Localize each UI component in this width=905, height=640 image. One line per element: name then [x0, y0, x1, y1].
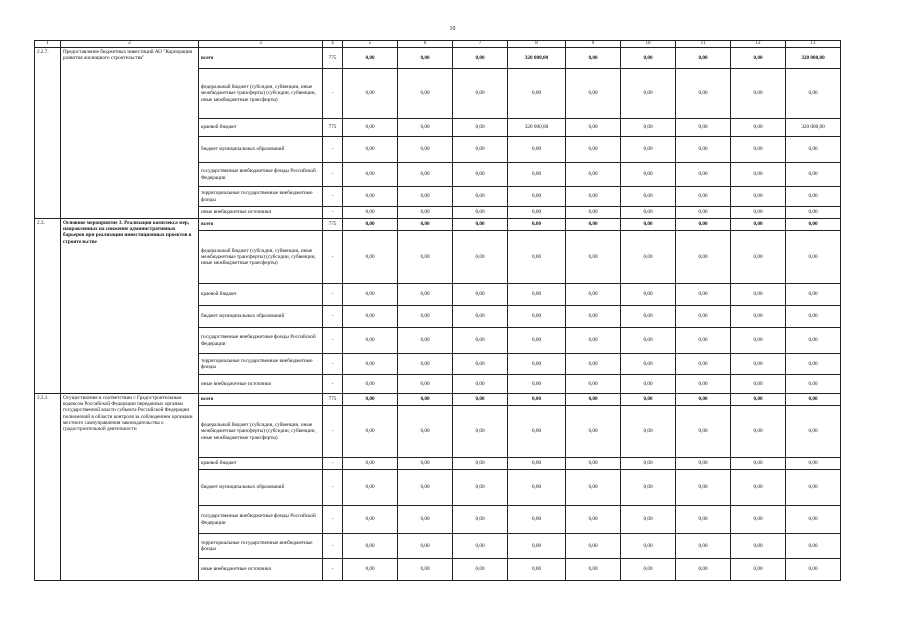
amount-cell: 320 000,00 [508, 48, 566, 69]
budget-code: - [323, 69, 343, 119]
amount-cell: 0,00 [566, 406, 621, 458]
column-header: 1 [35, 41, 61, 48]
amount-cell: 320 000,00 [786, 48, 841, 69]
amount-cell: 0,00 [343, 69, 398, 119]
amount-cell: 0,00 [621, 284, 676, 306]
budget-code: - [323, 406, 343, 458]
table-row [35, 48, 841, 69]
budget-table [34, 40, 841, 581]
amount-cell: 0,00 [731, 231, 786, 284]
amount-cell: 0,00 [731, 48, 786, 69]
amount-cell: 0,00 [621, 119, 676, 137]
amount-cell: 0,00 [676, 394, 731, 406]
amount-cell: 320 000,00 [786, 119, 841, 137]
amount-cell: 0,00 [453, 534, 508, 559]
amount-cell: 0,00 [398, 306, 453, 328]
amount-cell: 0,00 [566, 354, 621, 375]
budget-code: - [323, 284, 343, 306]
budget-code: - [323, 137, 343, 163]
amount-cell: 0,00 [676, 375, 731, 394]
amount-cell: 0,00 [731, 458, 786, 470]
amount-cell: 0,00 [453, 207, 508, 219]
row-number: 2.3. [35, 219, 61, 394]
amount-cell: 0,00 [398, 119, 453, 137]
amount-cell: 0,00 [566, 458, 621, 470]
amount-cell: 0,00 [731, 394, 786, 406]
amount-cell: 0,00 [566, 559, 621, 581]
amount-cell: 0,00 [676, 559, 731, 581]
amount-cell: 0,00 [676, 328, 731, 354]
amount-cell: 0,00 [508, 534, 566, 559]
amount-cell: 0,00 [398, 187, 453, 207]
amount-cell: 0,00 [676, 69, 731, 119]
column-header: 9 [566, 41, 621, 48]
amount-cell: 0,00 [786, 187, 841, 207]
amount-cell: 0,00 [786, 219, 841, 231]
amount-cell: 0,00 [508, 406, 566, 458]
amount-cell: 0,00 [621, 187, 676, 207]
amount-cell: 0,00 [398, 354, 453, 375]
amount-cell: 0,00 [676, 534, 731, 559]
amount-cell: 0,00 [398, 534, 453, 559]
amount-cell: 0,00 [731, 207, 786, 219]
amount-cell: 0,00 [731, 559, 786, 581]
amount-cell: 0,00 [453, 354, 508, 375]
amount-cell: 0,00 [343, 163, 398, 187]
amount-cell: 0,00 [453, 163, 508, 187]
amount-cell: 0,00 [453, 394, 508, 406]
column-header: 4 [323, 41, 343, 48]
funding-source: бюджет муниципальных образований [199, 137, 323, 163]
funding-source: территориальные государственные внебюджетные фонды [199, 534, 323, 559]
amount-cell: 0,00 [508, 328, 566, 354]
amount-cell: 0,00 [508, 559, 566, 581]
amount-cell: 0,00 [508, 470, 566, 506]
amount-cell: 0,00 [343, 354, 398, 375]
amount-cell: 0,00 [453, 470, 508, 506]
amount-cell: 0,00 [566, 306, 621, 328]
amount-cell: 0,00 [398, 219, 453, 231]
amount-cell: 0,00 [398, 458, 453, 470]
amount-cell: 0,00 [508, 207, 566, 219]
amount-cell: 0,00 [676, 406, 731, 458]
measure-name: Осуществление в соответствии с Градостроительным кодексом Российской Федерации переданных органам государственной власти субъекта Российской Федерации полномочий в области контроля за соблюдением органами местного самоуправления законодательства о градостроительной деятельности [61, 394, 199, 581]
amount-cell: 0,00 [676, 306, 731, 328]
funding-source: иные внебюджетные источники [199, 559, 323, 581]
budget-code: - [323, 328, 343, 354]
amount-cell: 0,00 [621, 458, 676, 470]
amount-cell: 0,00 [398, 48, 453, 69]
amount-cell: 0,00 [676, 137, 731, 163]
amount-cell: 0,00 [621, 375, 676, 394]
amount-cell: 0,00 [731, 328, 786, 354]
amount-cell: 0,00 [621, 394, 676, 406]
amount-cell: 0,00 [676, 470, 731, 506]
amount-cell: 0,00 [508, 69, 566, 119]
column-header: 10 [621, 41, 676, 48]
budget-code: 775 [323, 119, 343, 137]
amount-cell: 0,00 [621, 506, 676, 534]
row-number: 2.2.7. [35, 48, 61, 219]
amount-cell: 0,00 [621, 137, 676, 163]
amount-cell: 0,00 [786, 137, 841, 163]
amount-cell: 0,00 [566, 534, 621, 559]
amount-cell: 0,00 [343, 534, 398, 559]
amount-cell: 0,00 [398, 284, 453, 306]
amount-cell: 0,00 [343, 306, 398, 328]
amount-cell: 0,00 [566, 470, 621, 506]
amount-cell: 0,00 [453, 306, 508, 328]
amount-cell: 0,00 [676, 458, 731, 470]
amount-cell: 0,00 [453, 506, 508, 534]
budget-code: - [323, 534, 343, 559]
column-header: 5 [343, 41, 398, 48]
amount-cell: 0,00 [566, 219, 621, 231]
budget-code: 775 [323, 219, 343, 231]
amount-cell: 0,00 [786, 375, 841, 394]
column-header: 7 [453, 41, 508, 48]
amount-cell: 0,00 [676, 48, 731, 69]
column-header: 3 [199, 41, 323, 48]
amount-cell: 0,00 [343, 458, 398, 470]
amount-cell: 0,00 [566, 231, 621, 284]
amount-cell: 0,00 [398, 231, 453, 284]
amount-cell: 0,00 [676, 163, 731, 187]
amount-cell: 0,00 [398, 328, 453, 354]
amount-cell: 0,00 [621, 328, 676, 354]
amount-cell: 0,00 [566, 137, 621, 163]
budget-code: - [323, 231, 343, 284]
amount-cell: 0,00 [398, 137, 453, 163]
amount-cell: 0,00 [343, 284, 398, 306]
amount-cell: 0,00 [731, 137, 786, 163]
amount-cell: 0,00 [676, 506, 731, 534]
amount-cell: 0,00 [453, 375, 508, 394]
amount-cell: 0,00 [343, 137, 398, 163]
amount-cell: 0,00 [786, 207, 841, 219]
amount-cell: 0,00 [786, 406, 841, 458]
amount-cell: 0,00 [343, 375, 398, 394]
amount-cell: 0,00 [676, 119, 731, 137]
table-row [35, 219, 841, 231]
amount-cell: 0,00 [343, 506, 398, 534]
amount-cell: 0,00 [453, 458, 508, 470]
amount-cell: 0,00 [786, 328, 841, 354]
amount-cell: 0,00 [786, 163, 841, 187]
amount-cell: 0,00 [621, 207, 676, 219]
amount-cell: 0,00 [731, 69, 786, 119]
amount-cell: 0,00 [453, 559, 508, 581]
amount-cell: 0,00 [621, 69, 676, 119]
amount-cell: 0,00 [731, 354, 786, 375]
amount-cell: 0,00 [731, 534, 786, 559]
amount-cell: 0,00 [343, 394, 398, 406]
amount-cell: 0,00 [398, 207, 453, 219]
amount-cell: 0,00 [398, 163, 453, 187]
amount-cell: 0,00 [621, 219, 676, 231]
amount-cell: 0,00 [566, 328, 621, 354]
budget-code: - [323, 559, 343, 581]
amount-cell: 0,00 [453, 231, 508, 284]
funding-source: бюджет муниципальных образований [199, 470, 323, 506]
funding-source: территориальные государственные внебюджетные фонды [199, 187, 323, 207]
amount-cell: 0,00 [566, 69, 621, 119]
amount-cell: 0,00 [508, 394, 566, 406]
amount-cell: 0,00 [453, 284, 508, 306]
amount-cell: 0,00 [398, 69, 453, 119]
budget-code: - [323, 306, 343, 328]
amount-cell: 0,00 [508, 306, 566, 328]
funding-source: всего [199, 48, 323, 69]
amount-cell: 0,00 [508, 354, 566, 375]
amount-cell: 0,00 [398, 470, 453, 506]
measure-name: Предоставление бюджетных инвестиций АО "Корпорация развития жилищного строительства" [61, 48, 199, 219]
amount-cell: 0,00 [676, 284, 731, 306]
amount-cell: 0,00 [508, 219, 566, 231]
amount-cell: 0,00 [621, 559, 676, 581]
budget-code: - [323, 470, 343, 506]
amount-cell: 0,00 [566, 163, 621, 187]
amount-cell: 0,00 [786, 394, 841, 406]
amount-cell: 0,00 [731, 119, 786, 137]
column-header: 13 [786, 41, 841, 48]
amount-cell: 0,00 [566, 375, 621, 394]
amount-cell: 0,00 [676, 207, 731, 219]
amount-cell: 0,00 [566, 207, 621, 219]
amount-cell: 0,00 [453, 328, 508, 354]
amount-cell: 0,00 [676, 354, 731, 375]
funding-source: федеральный бюджет (субсидии, субвенции, иные межбюджетные трансферты) (субсидии, субвенции, иные межбюджетные трансферты) [199, 406, 323, 458]
page-number: 10 [449, 26, 456, 32]
amount-cell: 0,00 [453, 119, 508, 137]
funding-source: краевой бюджет [199, 458, 323, 470]
amount-cell: 0,00 [508, 284, 566, 306]
amount-cell: 0,00 [398, 406, 453, 458]
funding-source: федеральный бюджет (субсидии, субвенции, иные межбюджетные трансферты) (субсидии, субвенции, иные межбюджетные трансферты) [199, 69, 323, 119]
funding-source: государственные внебюджетные фонды Российской Федерации [199, 163, 323, 187]
amount-cell: 0,00 [343, 559, 398, 581]
budget-code: - [323, 458, 343, 470]
funding-source: государственные внебюджетные фонды Российской Федерации [199, 328, 323, 354]
budget-code: 775 [323, 394, 343, 406]
amount-cell: 0,00 [786, 458, 841, 470]
amount-cell: 0,00 [508, 163, 566, 187]
amount-cell: 0,00 [508, 506, 566, 534]
funding-source: бюджет муниципальных образований [199, 306, 323, 328]
amount-cell: 0,00 [621, 231, 676, 284]
table-row [35, 394, 841, 406]
amount-cell: 0,00 [621, 48, 676, 69]
column-header: 6 [398, 41, 453, 48]
amount-cell: 0,00 [786, 69, 841, 119]
funding-source: федеральный бюджет (субсидии, субвенции, иные межбюджетные трансферты) (субсидии, субвенции, иные межбюджетные трансферты) [199, 231, 323, 284]
amount-cell: 0,00 [398, 559, 453, 581]
amount-cell: 0,00 [621, 306, 676, 328]
amount-cell: 0,00 [566, 187, 621, 207]
amount-cell: 0,00 [731, 470, 786, 506]
column-header: 2 [61, 41, 199, 48]
budget-code: - [323, 354, 343, 375]
amount-cell: 0,00 [343, 470, 398, 506]
amount-cell: 0,00 [343, 119, 398, 137]
amount-cell: 0,00 [343, 219, 398, 231]
funding-source: всего [199, 219, 323, 231]
amount-cell: 0,00 [786, 231, 841, 284]
amount-cell: 0,00 [453, 48, 508, 69]
amount-cell: 0,00 [343, 187, 398, 207]
amount-cell: 0,00 [621, 354, 676, 375]
budget-code: - [323, 207, 343, 219]
amount-cell: 0,00 [343, 231, 398, 284]
budget-code: - [323, 163, 343, 187]
amount-cell: 0,00 [786, 534, 841, 559]
amount-cell: 0,00 [786, 506, 841, 534]
amount-cell: 0,00 [786, 284, 841, 306]
amount-cell: 0,00 [731, 406, 786, 458]
amount-cell: 0,00 [676, 187, 731, 207]
funding-source: краевой бюджет [199, 119, 323, 137]
amount-cell: 0,00 [343, 328, 398, 354]
amount-cell: 0,00 [453, 69, 508, 119]
amount-cell: 0,00 [676, 219, 731, 231]
amount-cell: 0,00 [786, 354, 841, 375]
amount-cell: 0,00 [731, 219, 786, 231]
column-header: 11 [676, 41, 731, 48]
budget-code: - [323, 187, 343, 207]
amount-cell: 0,00 [453, 137, 508, 163]
amount-cell: 0,00 [508, 458, 566, 470]
amount-cell: 320 000,00 [508, 119, 566, 137]
amount-cell: 0,00 [731, 506, 786, 534]
amount-cell: 0,00 [508, 137, 566, 163]
amount-cell: 0,00 [398, 394, 453, 406]
amount-cell: 0,00 [566, 284, 621, 306]
amount-cell: 0,00 [508, 231, 566, 284]
amount-cell: 0,00 [566, 394, 621, 406]
amount-cell: 0,00 [731, 163, 786, 187]
amount-cell: 0,00 [731, 284, 786, 306]
amount-cell: 0,00 [453, 406, 508, 458]
funding-source: всего [199, 394, 323, 406]
amount-cell: 0,00 [731, 187, 786, 207]
amount-cell: 0,00 [786, 470, 841, 506]
funding-source: иные внебюджетные источники [199, 207, 323, 219]
amount-cell: 0,00 [343, 48, 398, 69]
column-header: 8 [508, 41, 566, 48]
budget-code: - [323, 506, 343, 534]
amount-cell: 0,00 [566, 506, 621, 534]
funding-source: государственные внебюджетные фонды Российской Федерации [199, 506, 323, 534]
amount-cell: 0,00 [621, 534, 676, 559]
funding-source: иные внебюджетные источники [199, 375, 323, 394]
budget-code: 775 [323, 48, 343, 69]
row-number: 2.3.1. [35, 394, 61, 581]
amount-cell: 0,00 [786, 559, 841, 581]
amount-cell: 0,00 [786, 306, 841, 328]
amount-cell: 0,00 [398, 375, 453, 394]
budget-code: - [323, 375, 343, 394]
header-row [35, 41, 841, 48]
amount-cell: 0,00 [508, 187, 566, 207]
amount-cell: 0,00 [398, 506, 453, 534]
funding-source: краевой бюджет [199, 284, 323, 306]
amount-cell: 0,00 [676, 231, 731, 284]
amount-cell: 0,00 [621, 406, 676, 458]
amount-cell: 0,00 [621, 470, 676, 506]
amount-cell: 0,00 [731, 306, 786, 328]
amount-cell: 0,00 [343, 207, 398, 219]
amount-cell: 0,00 [566, 48, 621, 69]
amount-cell: 0,00 [453, 187, 508, 207]
amount-cell: 0,00 [731, 375, 786, 394]
amount-cell: 0,00 [566, 119, 621, 137]
amount-cell: 0,00 [343, 406, 398, 458]
amount-cell: 0,00 [508, 375, 566, 394]
funding-source: территориальные государственные внебюджетные фонды [199, 354, 323, 375]
amount-cell: 0,00 [621, 163, 676, 187]
column-header: 12 [731, 41, 786, 48]
amount-cell: 0,00 [453, 219, 508, 231]
measure-name: Основное мероприятие 3. Реализация комплекса мер, направленных на снижение административных барьеров при реализации инвестиционных проектов в строительстве [61, 219, 199, 394]
